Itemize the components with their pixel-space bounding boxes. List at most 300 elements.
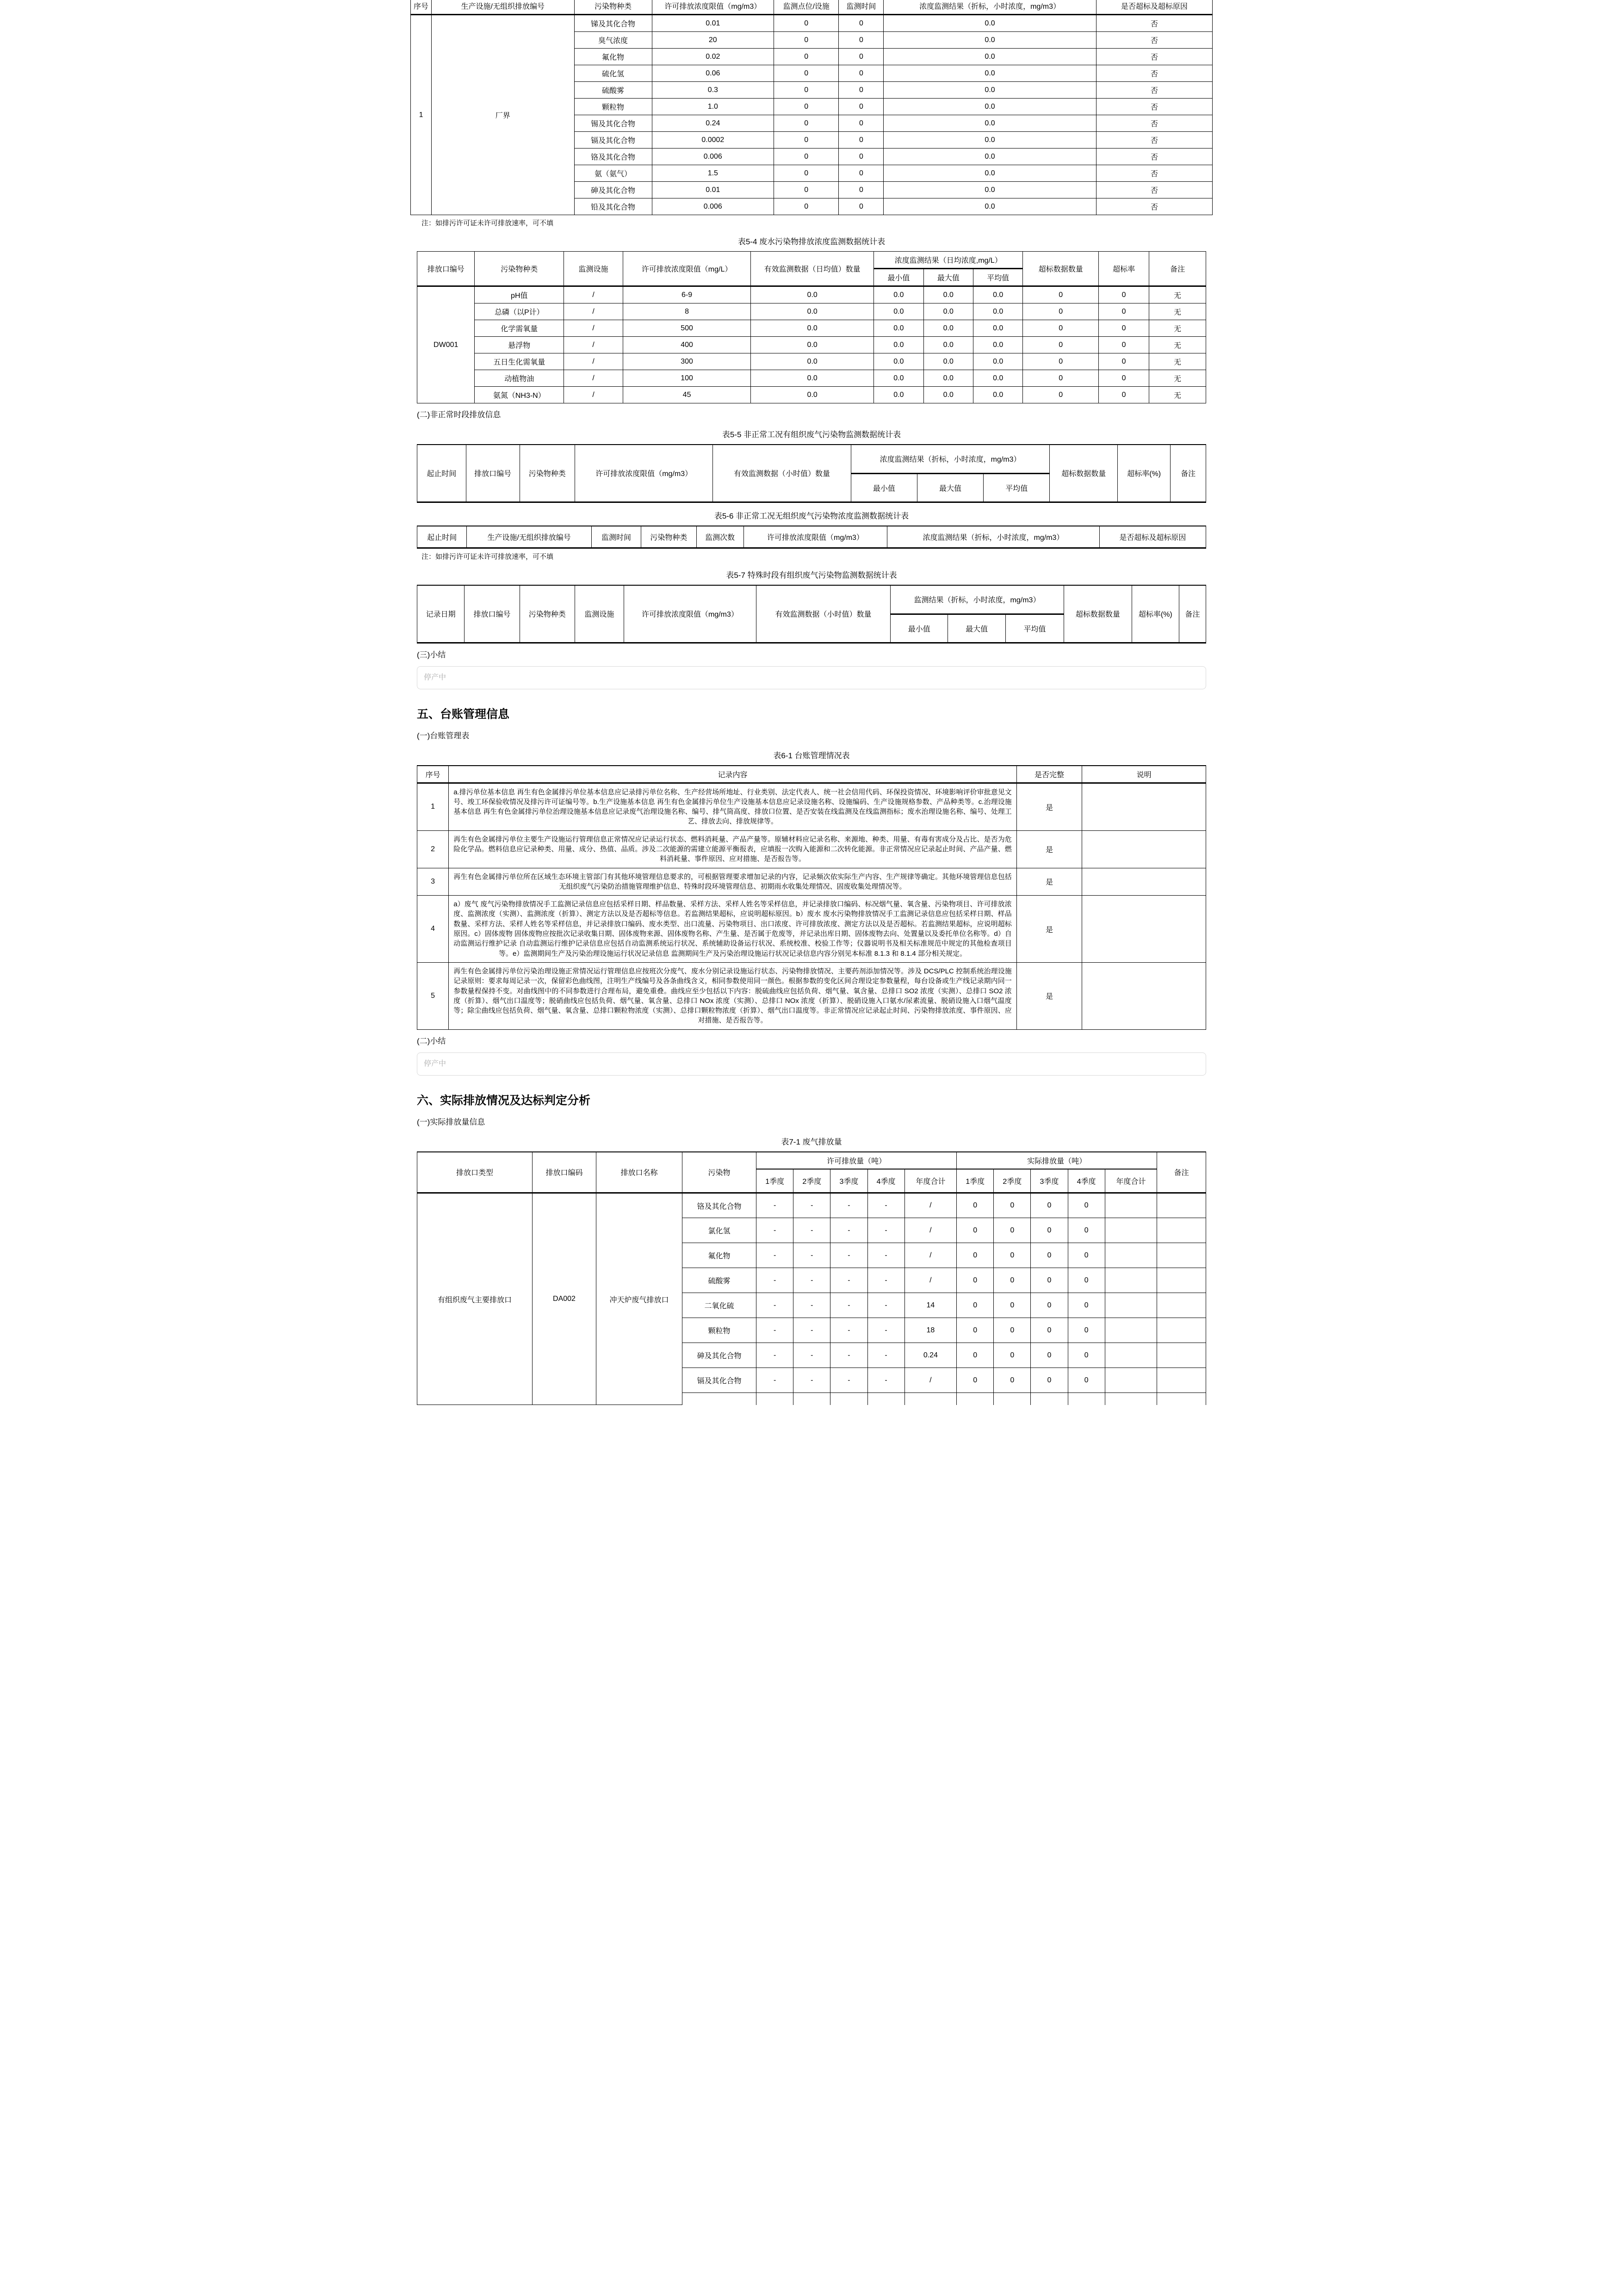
result-cell: 0.0 <box>884 65 1096 82</box>
device-cell: / <box>564 303 623 320</box>
table-row <box>417 783 1206 830</box>
pollutant-cell: 臭气浓度 <box>574 32 652 49</box>
remark-cell: 无 <box>1149 286 1206 303</box>
section5-sub1: (一)台账管理表 <box>417 731 470 740</box>
table-row <box>417 353 1206 370</box>
summary-textarea[interactable]: 停产中 <box>417 1052 1206 1076</box>
col-exceed-rate: 超标率(%) <box>1132 585 1179 643</box>
time-cell: 0 <box>839 198 884 215</box>
col-pollutant: 污染物种类 <box>475 252 564 286</box>
col-pollutant: 污染物种类 <box>641 526 696 548</box>
col-exceed: 是否超标及超标原因 <box>1096 0 1212 15</box>
seq-cell: 2 <box>417 830 449 868</box>
col-seq: 序号 <box>417 766 449 783</box>
content-cell: a.排污单位基本信息 再生有色金属排污单位基本信息应记录排污单位名称、生产经营场所地址、行业类别、法定代表人、统一社会信用代码、环保投资情况、环境影响评价审批意见文号、竣工环保验收情况及排污许可证编号等。b.生产设施基本信息 再生有色金属排污单位生产设施基本信息应记录设施名称、设施编码、生产设施规格参数、产品种类等。c.治理设施基本信息 再生有色金属排污单位治理设施基本信息应记录废气治理设施名称、编号、排气筒高度、排放口位置、是否安装在线监测及在线监测指标；废水治理设施名称、编号、处理工艺、排放去向、排放规律等。 <box>449 783 1017 830</box>
table-header-row <box>417 585 1206 614</box>
col-outlet: 排放口编号 <box>466 445 520 502</box>
col-valid-data: 有效监测数据（小时值）数量 <box>756 585 891 643</box>
permitted-q3-cell: - <box>830 1293 867 1318</box>
note-cell <box>1082 896 1206 963</box>
max-cell: 0.0 <box>923 320 973 337</box>
actual-q3-cell: 0 <box>1031 1368 1068 1393</box>
col-permitted-group: 许可排放量（吨） <box>756 1152 957 1169</box>
ledger-management-table <box>417 765 1206 1030</box>
table-row <box>417 303 1206 320</box>
col-result: 浓度监测结果（折标，小时浓度，mg/m3） <box>884 0 1096 15</box>
col-q3: 3季度 <box>1031 1169 1068 1193</box>
table-row <box>417 896 1206 963</box>
limit-cell: 300 <box>623 353 750 370</box>
actual-q4-cell: 0 <box>1068 1343 1105 1368</box>
col-pollutant: 污染物种类 <box>520 585 575 643</box>
col-result-group: 监测结果（折标，小时浓度，mg/m3） <box>890 585 1064 614</box>
remark-cell <box>1157 1218 1206 1243</box>
permitted-q3-cell: - <box>830 1218 867 1243</box>
permitted-q1-cell: - <box>756 1268 793 1293</box>
remark-cell <box>1157 1193 1206 1218</box>
special-period-gas-table <box>417 585 1206 644</box>
col-max: 最大值 <box>917 473 983 502</box>
col-remark: 备注 <box>1157 1152 1206 1193</box>
remark-cell: 无 <box>1149 303 1206 320</box>
exceed-cell: 否 <box>1096 32 1212 49</box>
actual-annual-cell <box>1105 1268 1157 1293</box>
permitted-q3-cell: - <box>830 1268 867 1293</box>
permitted-q3-cell: - <box>830 1193 867 1218</box>
actual-q1-cell <box>957 1393 994 1405</box>
permitted-q1-cell: - <box>756 1193 793 1218</box>
pollutant-cell: 悬浮物 <box>475 337 564 353</box>
content-cell: a）废气 废气污染物排放情况手工监测记录信息应包括采样日期、样品数量、采样方法、采样人姓名等采样信息，并记录排放口编码、标况烟气量、氧含量、污染物项目、许可排放浓度、监测浓度（实测）、监测浓度（折算）、测定方法以及是否超标等信息。若监测结果超标，应说明超标原因。b）废水 废水污染物排放情况手工监测记录信息应包括采样日期、样品数量、采样方法、采样人姓名等采样信息，并记录排放口编码、废水类型、出口流量、污染物项目、出口浓度、许可排放浓度、测定方法以及是否超标。若监测结果超标，应说明超标原因。c）固体废物 固体废物应按批次记录收集日期、固体废物来源、固体废物名称、产生量、是否属于危废等，并记录出库日期、固体废物去向、处置量以及委托单位名称等。d）自动监测运行维护记录 自动监测运行维护记录信息应包括自动监测系统运行状况、系统辅助设备运行状况、系统校准、校验工作等；仪器说明书及相关标准规范中规定的其他检查项目等。e）监测期间生产及污染治理设施运行状况记录信息 监测期间生产及污染治理设施运行状况记录信息内容分别见本标准 8.1.3 和 8.1.4 部分相关规定。 <box>449 896 1017 963</box>
permitted-q1-cell: - <box>756 1218 793 1243</box>
pollutant-cell: 化学需氧量 <box>475 320 564 337</box>
note-cell <box>1082 830 1206 868</box>
permitted-annual-cell: 0.24 <box>904 1343 957 1368</box>
pollutant-cell: 铅及其化合物 <box>574 198 652 215</box>
col-q2: 2季度 <box>793 1169 830 1193</box>
col-period: 起止时间 <box>417 526 467 548</box>
time-cell: 0 <box>839 149 884 165</box>
actual-q3-cell: 0 <box>1031 1268 1068 1293</box>
actual-q2-cell: 0 <box>994 1318 1031 1343</box>
col-complete: 是否完整 <box>1016 766 1082 783</box>
rate-note: 注：如排污许可证未许可排放速率，可不填 <box>421 219 554 227</box>
pollutant-cell: 铬及其化合物 <box>682 1193 756 1218</box>
permitted-q3-cell: - <box>830 1243 867 1268</box>
col-outlet-name: 排放口名称 <box>596 1152 682 1193</box>
permitted-q4-cell: - <box>867 1218 904 1243</box>
max-cell: 0.0 <box>923 370 973 387</box>
section-summary3-heading: (三)小结 <box>417 650 446 659</box>
col-annual: 年度合计 <box>1105 1169 1157 1193</box>
col-outlet-code: 排放口编码 <box>532 1152 596 1193</box>
result-cell: 0.0 <box>884 115 1096 132</box>
result-cell: 0.0 <box>884 198 1096 215</box>
col-device: 监测设施 <box>575 585 624 643</box>
limit-cell: 6-9 <box>623 286 750 303</box>
actual-q3-cell: 0 <box>1031 1193 1068 1218</box>
actual-q1-cell: 0 <box>957 1293 994 1318</box>
pollutant-cell <box>682 1393 756 1405</box>
pollutant-cell: 硫化氢 <box>574 65 652 82</box>
pollutant-cell: 氟化物 <box>682 1243 756 1268</box>
limit-cell: 20 <box>652 32 774 49</box>
col-remark: 备注 <box>1149 252 1206 286</box>
outlet-name-cell: 冲天炉废气排放口 <box>596 1193 682 1405</box>
actual-q1-cell: 0 <box>957 1243 994 1268</box>
min-cell: 0.0 <box>874 320 923 337</box>
valid-cell: 0.0 <box>751 387 874 403</box>
time-cell: 0 <box>839 65 884 82</box>
max-cell: 0.0 <box>923 303 973 320</box>
col-note: 说明 <box>1082 766 1206 783</box>
col-outlet: 排放口编号 <box>417 252 475 286</box>
actual-annual-cell <box>1105 1218 1157 1243</box>
seq-cell: 1 <box>411 15 432 215</box>
pollutant-cell: 镉及其化合物 <box>574 132 652 149</box>
min-cell: 0.0 <box>874 353 923 370</box>
remark-cell <box>1157 1343 1206 1368</box>
exceed-cell: 否 <box>1096 182 1212 198</box>
valid-cell: 0.0 <box>751 353 874 370</box>
col-seq: 序号 <box>411 0 432 15</box>
time-cell: 0 <box>839 165 884 182</box>
table-row <box>417 337 1206 353</box>
fugitive-emission-table-section <box>410 0 1213 215</box>
summary-textarea[interactable]: 停产中 <box>417 666 1206 689</box>
permitted-q3-cell: - <box>830 1318 867 1343</box>
time-cell: 0 <box>839 132 884 149</box>
table-5-6-title: 表5-6 非正常工况无组织废气污染物浓度监测数据统计表 <box>714 511 909 520</box>
permitted-annual-cell <box>904 1393 957 1405</box>
exceed-cell: 否 <box>1096 198 1212 215</box>
permitted-q1-cell: - <box>756 1368 793 1393</box>
pollutant-cell: 镉及其化合物 <box>682 1368 756 1393</box>
pollutant-cell: 氨（氨气） <box>574 165 652 182</box>
col-limit: 许可排放浓度限值（mg/m3） <box>575 445 712 502</box>
actual-q2-cell: 0 <box>994 1218 1031 1243</box>
actual-annual-cell <box>1105 1243 1157 1268</box>
table-row <box>417 370 1206 387</box>
table-row <box>411 15 1213 32</box>
content-cell: 再生有色金属排污单位所在区域生态环境主管部门有其他环境管理信息要求的，可根据管理要求增加记录的内容，记录频次依实际生产内容、生产规律等确定。其他环境管理信息包括无组织废气污染防治措施管理维护信息、特殊时段环境管理信息、初期雨水收集处理情况、固废收集处理情况等。 <box>449 868 1017 896</box>
exceed-count-cell: 0 <box>1023 370 1099 387</box>
pollutant-cell: 颗粒物 <box>574 99 652 115</box>
col-limit: 许可排放浓度限值（mg/m3） <box>652 0 774 15</box>
pollutant-cell: 颗粒物 <box>682 1318 756 1343</box>
col-remark: 备注 <box>1179 585 1206 643</box>
actual-q4-cell: 0 <box>1068 1218 1105 1243</box>
min-cell: 0.0 <box>874 286 923 303</box>
complete-cell: 是 <box>1016 783 1082 830</box>
fugitive-emission-table <box>410 0 1213 215</box>
permitted-q1-cell: - <box>756 1293 793 1318</box>
permitted-annual-cell: / <box>904 1193 957 1218</box>
pollutant-cell: pH值 <box>475 286 564 303</box>
pollutant-cell: 锑及其化合物 <box>574 15 652 32</box>
table-6-1-title: 表6-1 台账管理情况表 <box>773 751 850 760</box>
limit-cell: 1.5 <box>652 165 774 182</box>
remark-cell: 无 <box>1149 337 1206 353</box>
device-cell: / <box>564 353 623 370</box>
permitted-q1-cell: - <box>756 1343 793 1368</box>
col-min: 最小值 <box>874 269 923 286</box>
col-device: 监测设施 <box>564 252 623 286</box>
actual-q4-cell: 0 <box>1068 1268 1105 1293</box>
col-annual: 年度合计 <box>904 1169 957 1193</box>
col-result-group: 浓度监测结果（折标，小时浓度，mg/m3） <box>851 445 1050 473</box>
content-cell: 再生有色金属排污单位主要生产设施运行管理信息正常情况应记录运行状态、燃料消耗量、产品产量等。原辅材料应记录名称、来源地、种类、用量、有毒有害成分及占比、是否为危险化学品。燃料信息应记录种类、用量、成分、热值、品质。涉及二次能源的需建立能源平衡报表，应填报一次购入能源和二次转化能源。非正常情况应记录起止时间、产品产量、燃料消耗量、事件原因、应对措施、是否报告等。 <box>449 830 1017 868</box>
max-cell: 0.0 <box>923 286 973 303</box>
exceed-count-cell: 0 <box>1023 353 1099 370</box>
table-5-4-title: 表5-4 废水污染物排放浓度监测数据统计表 <box>737 237 886 246</box>
pollutant-cell: 砷及其化合物 <box>574 182 652 198</box>
actual-q1-cell: 0 <box>957 1343 994 1368</box>
point-cell: 0 <box>774 182 839 198</box>
point-cell: 0 <box>774 132 839 149</box>
permitted-q3-cell <box>830 1393 867 1405</box>
min-cell: 0.0 <box>874 370 923 387</box>
section5-title: 五、台账管理信息 <box>417 707 510 721</box>
valid-cell: 0.0 <box>751 303 874 320</box>
actual-q1-cell: 0 <box>957 1318 994 1343</box>
actual-q2-cell: 0 <box>994 1243 1031 1268</box>
limit-cell: 45 <box>623 387 750 403</box>
actual-q2-cell: 0 <box>994 1368 1031 1393</box>
permitted-q2-cell <box>793 1393 830 1405</box>
actual-q2-cell: 0 <box>994 1343 1031 1368</box>
col-content: 记录内容 <box>449 766 1017 783</box>
point-cell: 0 <box>774 49 839 65</box>
wastewater-monitoring-table <box>417 251 1206 403</box>
permitted-q4-cell: - <box>867 1293 904 1318</box>
max-cell: 0.0 <box>923 387 973 403</box>
point-cell: 0 <box>774 82 839 99</box>
actual-q1-cell: 0 <box>957 1268 994 1293</box>
time-cell: 0 <box>839 32 884 49</box>
col-exceed-count: 超标数据数量 <box>1064 585 1132 643</box>
col-remark: 备注 <box>1171 445 1206 502</box>
exceed-cell: 否 <box>1096 82 1212 99</box>
remark-cell <box>1157 1243 1206 1268</box>
table-row <box>417 1193 1206 1218</box>
point-cell: 0 <box>774 65 839 82</box>
seq-cell: 4 <box>417 896 449 963</box>
limit-cell: 500 <box>623 320 750 337</box>
exceed-count-cell: 0 <box>1023 387 1099 403</box>
actual-q1-cell: 0 <box>957 1193 994 1218</box>
time-cell: 0 <box>839 115 884 132</box>
table-header-row <box>417 526 1206 548</box>
actual-q1-cell: 0 <box>957 1218 994 1243</box>
content-cell: 再生有色金属排污单位污染治理设施正常情况运行管理信息应按班次分废气、废水分别记录设施运行状态、污染物排放情况、主要药剂添加情况等。涉及 DCS/PLC 控制系统治理设施记录原则：要求每周记录一次，保留彩色曲线图，注明生产线编号及各条曲线含义，相同参数使用同一颜色。根据参数的变化区间合理设定参数量程，每台设备或生产线记录期内同一参数量程保持不变。对曲线图中的不同参数进行合理布局，避免重叠。曲线应至少包括以下内容：脱硫曲线应包括负荷、烟气量、氧含量、总排口 SO2 浓度（实测）、总排口 SO2 浓度（折算）、烟气出口温度等；脱硝曲线应包括负荷、烟气量、氧含量、总排口 NOx 浓度（实测）、总排口 NOx 浓度（折算）、脱硝设施入口氨水/尿素流量、脱硝设施入口烟气温度等；除尘曲线应包括负荷、烟气量、氧含量、总排口颗粒物浓度（实测）、总排口颗粒物浓度（折算）、烟气出口温度等。非正常情况应记录起止时间、污染物排放浓度、事件原因、应对措施、是否报告等。 <box>449 962 1017 1029</box>
col-max: 最大值 <box>923 269 973 286</box>
col-outlet-type: 排放口类型 <box>417 1152 533 1193</box>
col-exceed-count: 超标数据数量 <box>1023 252 1099 286</box>
actual-q3-cell: 0 <box>1031 1343 1068 1368</box>
actual-q2-cell: 0 <box>994 1193 1031 1218</box>
facility-cell: 厂界 <box>432 15 574 215</box>
actual-annual-cell <box>1105 1318 1157 1343</box>
section6-sub1: (一)实际排放量信息 <box>417 1117 485 1126</box>
exceed-count-cell: 0 <box>1023 337 1099 353</box>
permitted-q2-cell: - <box>793 1318 830 1343</box>
pollutant-cell: 动植物油 <box>475 370 564 387</box>
table-header-row <box>417 252 1206 269</box>
abnormal-fugitive-gas-table <box>417 526 1206 549</box>
device-cell: / <box>564 320 623 337</box>
limit-cell: 8 <box>623 303 750 320</box>
permitted-annual-cell: / <box>904 1368 957 1393</box>
actual-q2-cell <box>994 1393 1031 1405</box>
pollutant-cell: 氨氮（NH3-N） <box>475 387 564 403</box>
table-5-5-title: 表5-5 非正常工况有组织废气污染物监测数据统计表 <box>722 430 901 439</box>
col-avg: 平均值 <box>1005 614 1064 643</box>
result-cell: 0.0 <box>884 49 1096 65</box>
point-cell: 0 <box>774 115 839 132</box>
permitted-q4-cell: - <box>867 1343 904 1368</box>
remark-cell: 无 <box>1149 320 1206 337</box>
col-result-group: 浓度监测结果（日均浓度,mg/L） <box>874 252 1023 269</box>
table-header-row <box>417 1152 1206 1169</box>
limit-cell: 0.01 <box>652 15 774 32</box>
limit-cell: 0.0002 <box>652 132 774 149</box>
result-cell: 0.0 <box>884 15 1096 32</box>
section-abnormal-heading: (二)非正常时段排放信息 <box>417 410 501 419</box>
pollutant-cell: 氯化氢 <box>682 1218 756 1243</box>
limit-cell: 1.0 <box>652 99 774 115</box>
device-cell: / <box>564 337 623 353</box>
col-q1: 1季度 <box>756 1169 793 1193</box>
avg-cell: 0.0 <box>973 387 1022 403</box>
permitted-q2-cell: - <box>793 1268 830 1293</box>
result-cell: 0.0 <box>884 182 1096 198</box>
exceed-cell: 否 <box>1096 99 1212 115</box>
actual-annual-cell <box>1105 1368 1157 1393</box>
permitted-annual-cell: / <box>904 1243 957 1268</box>
complete-cell: 是 <box>1016 896 1082 963</box>
exceed-cell: 否 <box>1096 15 1212 32</box>
col-q1: 1季度 <box>957 1169 994 1193</box>
limit-cell: 0.3 <box>652 82 774 99</box>
actual-q4-cell: 0 <box>1068 1318 1105 1343</box>
complete-cell: 是 <box>1016 962 1082 1029</box>
avg-cell: 0.0 <box>973 337 1022 353</box>
col-limit: 许可排放浓度限值（mg/m3） <box>624 585 756 643</box>
col-q4: 4季度 <box>1068 1169 1105 1193</box>
permitted-q2-cell: - <box>793 1193 830 1218</box>
table-row <box>417 286 1206 303</box>
col-avg: 平均值 <box>984 473 1050 502</box>
table-row <box>417 387 1206 403</box>
actual-q4-cell: 0 <box>1068 1368 1105 1393</box>
exceed-count-cell: 0 <box>1023 303 1099 320</box>
permitted-annual-cell: / <box>904 1268 957 1293</box>
permitted-q2-cell: - <box>793 1293 830 1318</box>
col-min: 最小值 <box>851 473 917 502</box>
exceed-rate-cell: 0 <box>1099 303 1149 320</box>
abnormal-organized-gas-table <box>417 444 1206 503</box>
actual-q3-cell: 0 <box>1031 1243 1068 1268</box>
avg-cell: 0.0 <box>973 353 1022 370</box>
col-max: 最大值 <box>948 614 1005 643</box>
avg-cell: 0.0 <box>973 370 1022 387</box>
col-q2: 2季度 <box>994 1169 1031 1193</box>
limit-cell: 0.06 <box>652 65 774 82</box>
note-cell <box>1082 962 1206 1029</box>
exceed-count-cell: 0 <box>1023 320 1099 337</box>
point-cell: 0 <box>774 99 839 115</box>
limit-cell: 0.006 <box>652 149 774 165</box>
exceed-cell: 否 <box>1096 65 1212 82</box>
remark-cell: 无 <box>1149 353 1206 370</box>
permitted-annual-cell: / <box>904 1218 957 1243</box>
actual-annual-cell <box>1105 1393 1157 1405</box>
outlet-type-cell: 有组织废气主要排放口 <box>417 1193 533 1405</box>
limit-cell: 0.01 <box>652 182 774 198</box>
col-period: 起止时间 <box>417 445 466 502</box>
seq-cell: 1 <box>417 783 449 830</box>
actual-q2-cell: 0 <box>994 1268 1031 1293</box>
permitted-q2-cell: - <box>793 1243 830 1268</box>
permitted-q2-cell: - <box>793 1343 830 1368</box>
outlet-cell: DW001 <box>417 286 475 403</box>
permitted-q4-cell: - <box>867 1318 904 1343</box>
table-row <box>417 962 1206 1029</box>
permitted-q4-cell: - <box>867 1243 904 1268</box>
seq-cell: 5 <box>417 962 449 1029</box>
avg-cell: 0.0 <box>973 303 1022 320</box>
seq-cell: 3 <box>417 868 449 896</box>
col-min: 最小值 <box>890 614 948 643</box>
table-header-row <box>411 0 1213 15</box>
table-header-row <box>417 445 1206 473</box>
exceed-rate-cell: 0 <box>1099 320 1149 337</box>
actual-q1-cell: 0 <box>957 1368 994 1393</box>
point-cell: 0 <box>774 165 839 182</box>
pollutant-cell: 硫酸雾 <box>682 1268 756 1293</box>
pollutant-cell: 总磷（以P计） <box>475 303 564 320</box>
pollutant-cell: 硫酸雾 <box>574 82 652 99</box>
remark-cell <box>1157 1318 1206 1343</box>
exceed-rate-cell: 0 <box>1099 353 1149 370</box>
col-time: 监测时间 <box>839 0 884 15</box>
exceed-rate-cell: 0 <box>1099 286 1149 303</box>
result-cell: 0.0 <box>884 32 1096 49</box>
limit-cell: 0.02 <box>652 49 774 65</box>
remark-cell <box>1157 1293 1206 1318</box>
time-cell: 0 <box>839 99 884 115</box>
time-cell: 0 <box>839 49 884 65</box>
actual-q4-cell <box>1068 1393 1105 1405</box>
limit-cell: 0.24 <box>652 115 774 132</box>
table-row <box>417 868 1206 896</box>
col-q3: 3季度 <box>830 1169 867 1193</box>
time-cell: 0 <box>839 15 884 32</box>
permitted-q2-cell: - <box>793 1368 830 1393</box>
result-cell: 0.0 <box>884 82 1096 99</box>
actual-annual-cell <box>1105 1193 1157 1218</box>
section6-title: 六、实际排放情况及达标判定分析 <box>417 1094 591 1107</box>
col-valid-data: 有效监测数据（日均值）数量 <box>751 252 874 286</box>
actual-annual-cell <box>1105 1343 1157 1368</box>
max-cell: 0.0 <box>923 353 973 370</box>
col-facility: 生产设施/无组织排放编号 <box>467 526 591 548</box>
device-cell: / <box>564 370 623 387</box>
actual-q3-cell: 0 <box>1031 1318 1068 1343</box>
outlet-code-cell: DA002 <box>532 1193 596 1405</box>
device-cell: / <box>564 387 623 403</box>
